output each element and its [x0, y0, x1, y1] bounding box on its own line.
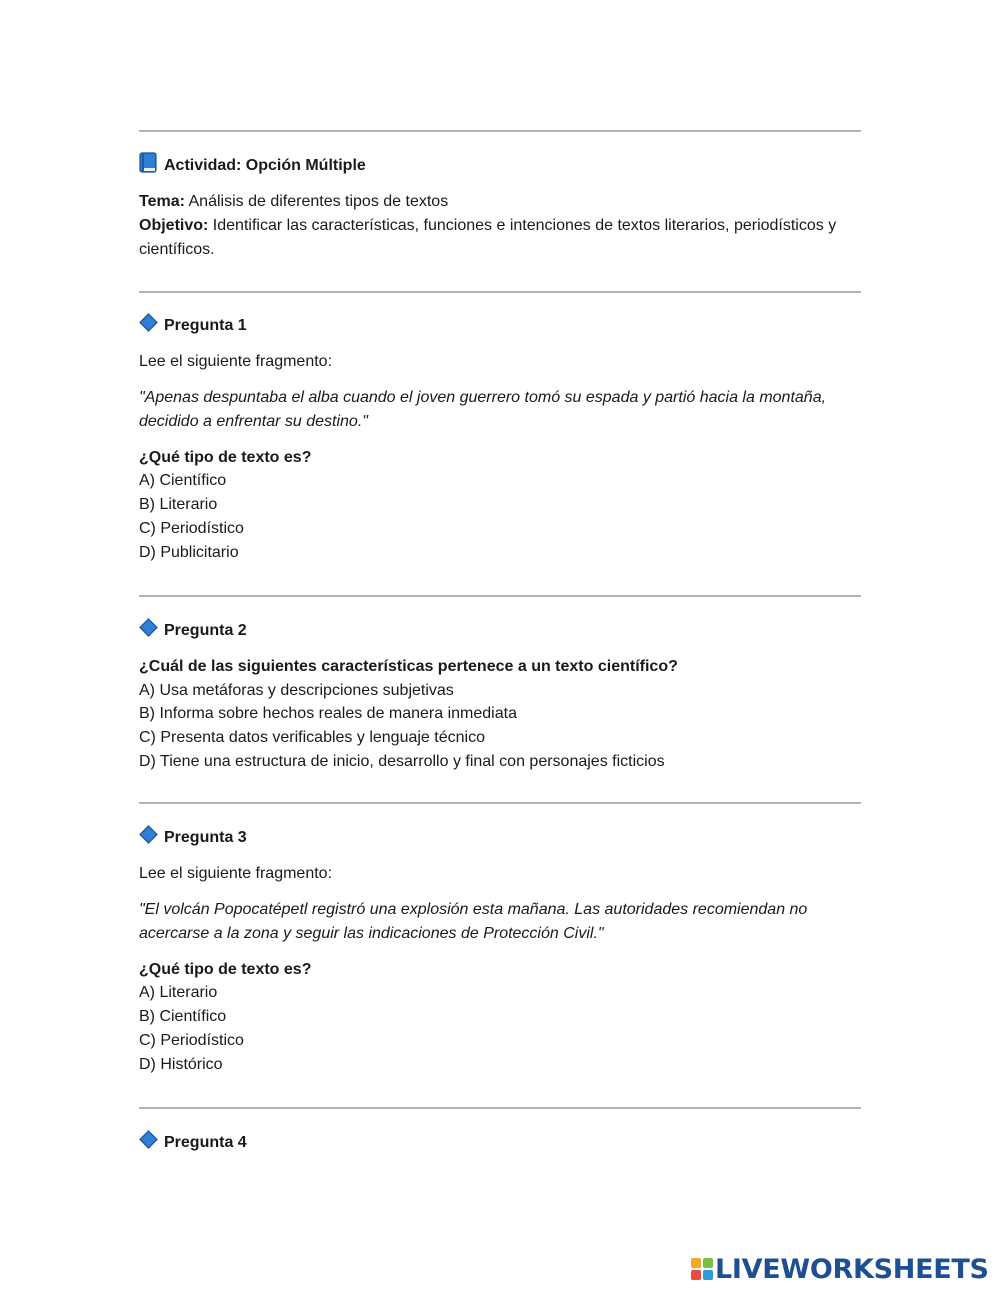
answer-option-d[interactable]: D) Publicitario — [139, 543, 239, 561]
blue-book-icon — [139, 152, 158, 181]
tema-line: Tema: Análisis de diferentes tipos de textos — [139, 193, 449, 210]
answer-option-c[interactable]: C) Presenta datos verificables y lenguaje técnico — [139, 729, 485, 747]
question-prompt: ¿Qué tipo de texto es? — [139, 960, 312, 978]
answer-option-b[interactable]: B) Literario — [139, 496, 218, 514]
answer-option-c[interactable]: C) Periodístico — [139, 1031, 244, 1049]
answer-option-a[interactable]: A) Científico — [139, 472, 227, 490]
question-4 — [139, 1131, 861, 1155]
question-intro: Lee el siguiente fragmento: — [139, 865, 333, 882]
objetivo-line: Objetivo: Identificar las características, funciones e intenciones de textos literarios, periodísticos y científicos. — [139, 216, 837, 258]
divider — [139, 130, 861, 132]
activity-header — [139, 154, 861, 262]
answer-option-b[interactable]: B) Científico — [139, 1008, 227, 1026]
divider — [139, 802, 861, 804]
question-title: Pregunta 3 — [139, 826, 861, 850]
logo-text: LIVEWORKSHEETS — [715, 1253, 989, 1285]
question-2 — [139, 619, 861, 774]
question-3 — [139, 826, 861, 1076]
activity-title: Actividad: Opción Múltiple — [139, 154, 861, 178]
question-1 — [139, 314, 861, 564]
answer-option-d[interactable]: D) Histórico — [139, 1055, 223, 1073]
question-title: Pregunta 2 — [139, 619, 861, 643]
question-fragment: "El volcán Popocatépetl registró una explosión esta mañana. Las autoridades recomiendan no acercarse a la zona y seguir las indicaciones de Protección Civil." — [139, 900, 808, 942]
divider — [139, 291, 861, 293]
logo-squares-icon — [691, 1258, 713, 1280]
blue-diamond-icon — [139, 825, 158, 852]
question-title: Pregunta 4 — [139, 1131, 861, 1155]
blue-diamond-icon — [139, 618, 158, 645]
question-fragment: "Apenas despuntaba el alba cuando el joven guerrero tomó su espada y partió hacia la montaña, decidido a enfrentar su destino." — [139, 388, 827, 430]
question-intro: Lee el siguiente fragmento: — [139, 353, 333, 370]
question-prompt: ¿Cuál de las siguientes características pertenece a un texto científico? — [139, 658, 678, 675]
divider — [139, 595, 861, 597]
liveworksheets-logo[interactable] — [691, 1253, 989, 1285]
question-title: Pregunta 1 — [139, 314, 861, 338]
answer-option-a[interactable]: A) Literario — [139, 984, 218, 1002]
answer-option-b[interactable]: B) Informa sobre hechos reales de manera inmediata — [139, 705, 517, 723]
answer-option-a[interactable]: A) Usa metáforas y descripciones subjetivas — [139, 681, 454, 699]
answer-option-c[interactable]: C) Periodístico — [139, 519, 244, 537]
blue-diamond-icon — [139, 313, 158, 340]
blue-diamond-icon — [139, 1130, 158, 1157]
answer-option-d[interactable]: D) Tiene una estructura de inicio, desarrollo y final con personajes ficticios — [139, 752, 665, 770]
question-prompt: ¿Qué tipo de texto es? — [139, 448, 312, 466]
divider — [139, 1107, 861, 1109]
